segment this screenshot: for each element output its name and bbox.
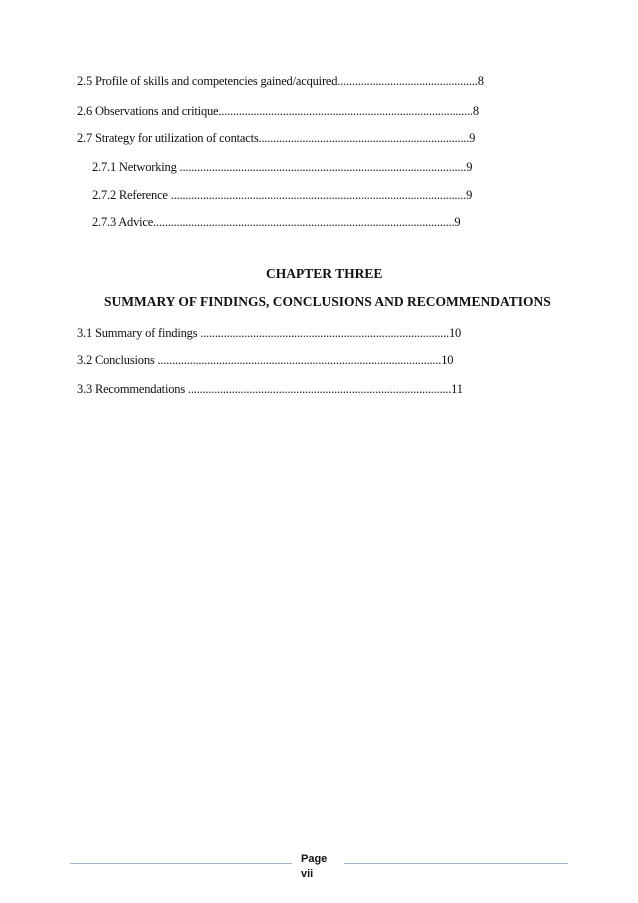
footer-page-label: Page [301, 853, 328, 865]
toc-entry-2-7-2: 2.7.2 Reference .....................................................................................................9 [92, 188, 473, 202]
toc-entry-3-3: 3.3 Recommendations ..........................................................................................11 [77, 382, 463, 396]
toc-entry-2-6: 2.6 Observations and critique.......................................................................................8 [77, 104, 479, 118]
footer-rule-right [344, 863, 568, 864]
footer-page-number [301, 852, 341, 882]
toc-entry-3-1: 3.1 Summary of findings .....................................................................................10 [77, 326, 462, 340]
chapter-title: SUMMARY OF FINDINGS, CONCLUSIONS AND RECOMMENDATIONS [104, 294, 551, 309]
toc-entry-2-7-3: 2.7.3 Advice.......................................................................................................9 [92, 215, 461, 229]
toc-entry-2-7: 2.7 Strategy for utilization of contacts........................................................................9 [77, 131, 476, 145]
toc-entry-2-5: 2.5 Profile of skills and competencies gained/acquired................................................8 [77, 74, 484, 88]
footer-rule-left [70, 863, 292, 864]
toc-entry-3-2: 3.2 Conclusions .................................................................................................10 [77, 353, 454, 367]
footer-page-value: vii [301, 868, 314, 880]
chapter-label: CHAPTER THREE [266, 266, 383, 281]
toc-entry-2-7-1: 2.7.1 Networking ..................................................................................................9 [92, 160, 473, 174]
